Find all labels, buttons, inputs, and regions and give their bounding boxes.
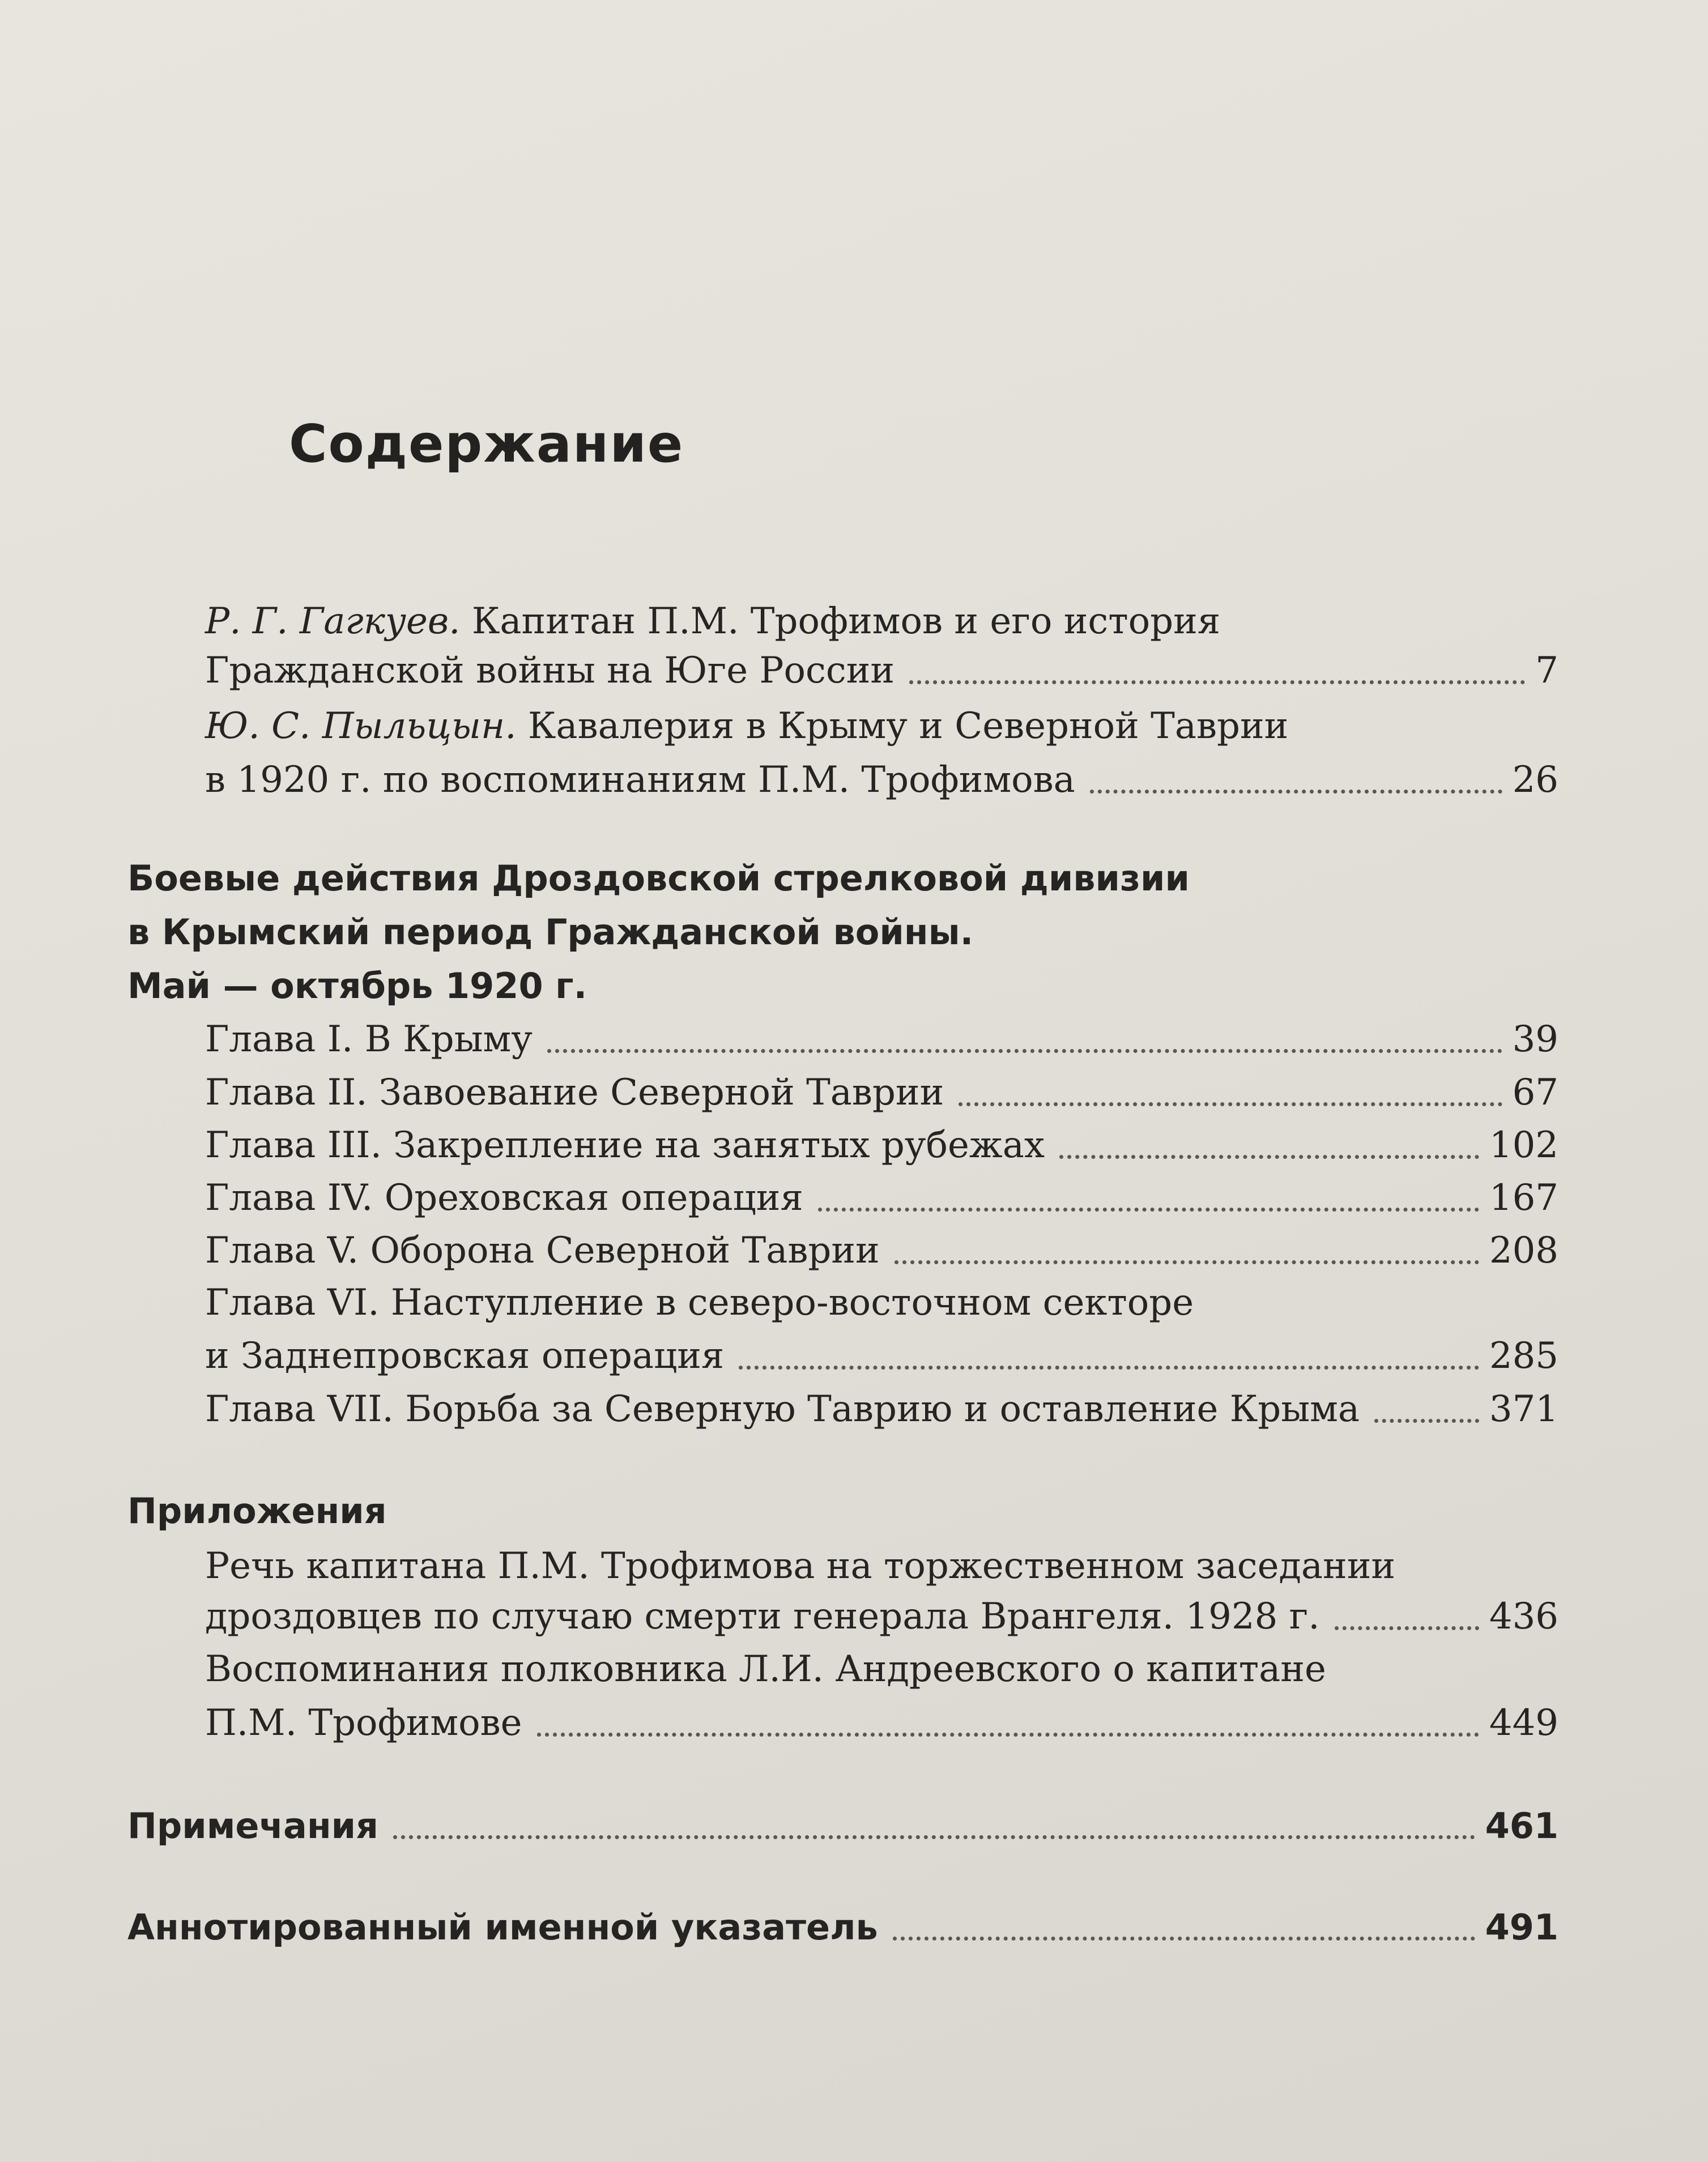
chapter-title: Глава IV. Ореховская операция [205, 1177, 803, 1219]
toc-entry-pyltsyn-line1 [205, 705, 1558, 747]
index-title: Аннотированный именной указатель [127, 1907, 878, 1948]
dot-leader [818, 1208, 1479, 1212]
entry-title: Кавалерия в Крыму и Северной Таврии [527, 705, 1289, 747]
toc-appendix-2-line1 [205, 1648, 1558, 1690]
toc-index [127, 1907, 1558, 1948]
page-number: 449 [1489, 1702, 1558, 1744]
appendices-heading-text: Приложения [127, 1490, 387, 1532]
dot-leader [393, 1835, 1475, 1839]
dot-leader [959, 1102, 1502, 1106]
page-number: 461 [1485, 1805, 1558, 1847]
appendices-heading [127, 1490, 1558, 1532]
toc-chapter-2 [205, 1072, 1558, 1114]
page-number: 102 [1489, 1124, 1558, 1166]
page-title: Содержание [289, 413, 684, 474]
part-heading-line2 [127, 911, 1558, 953]
notes-title: Примечания [127, 1805, 378, 1847]
toc-chapter-3 [205, 1124, 1558, 1166]
entry-author: Р. Г. Гагкуев. [205, 600, 461, 642]
dot-leader [1059, 1155, 1479, 1159]
dot-leader [739, 1366, 1479, 1370]
page-number: 26 [1512, 759, 1558, 801]
toc-chapter-5 [205, 1230, 1558, 1272]
part-heading-text: в Крымский период Гражданской войны. [127, 911, 974, 953]
entry-title: Капитан П.М. Трофимов и его история [471, 600, 1221, 642]
chapter-title: Глава V. Оборона Северной Таврии [205, 1230, 880, 1272]
toc-appendix-2-line2 [205, 1702, 1558, 1744]
appendix-title: П.М. Трофимове [205, 1702, 522, 1744]
chapter-title: и Заднепровская операция [205, 1335, 725, 1377]
appendix-title: дроздовцев по случаю смерти генерала Врангеля. 1928 г. [205, 1596, 1320, 1638]
page-number: 67 [1512, 1072, 1558, 1114]
page-number: 285 [1489, 1335, 1558, 1377]
page-number: 208 [1489, 1230, 1558, 1272]
page-number: 39 [1512, 1018, 1558, 1060]
chapter-title: Глава VI. Наступление в северо-восточном секторе [205, 1282, 1194, 1324]
dot-leader [895, 1260, 1479, 1264]
dot-leader [1335, 1626, 1479, 1630]
page-number: 436 [1489, 1596, 1558, 1638]
chapter-title: Глава VII. Борьба за Северную Таврию и оставление Крыма [205, 1388, 1360, 1430]
entry-title: в 1920 г. по воспоминаниям П.М. Трофимова [205, 759, 1075, 801]
toc-entry-pyltsyn-line2 [205, 759, 1558, 801]
entry-title: Гражданской войны на Юге России [205, 650, 895, 692]
toc-notes [127, 1805, 1558, 1847]
page-number: 371 [1489, 1388, 1558, 1430]
toc-appendix-1-line2 [205, 1596, 1558, 1638]
dot-leader [537, 1733, 1479, 1737]
page-number: 491 [1485, 1907, 1558, 1948]
chapter-title: Глава III. Закрепление на занятых рубежах [205, 1124, 1045, 1166]
toc-chapter-1 [205, 1018, 1558, 1060]
toc-appendix-1-line1 [205, 1545, 1558, 1587]
dot-leader [1374, 1419, 1479, 1423]
page-number: 7 [1535, 650, 1558, 692]
dot-leader [547, 1049, 1502, 1053]
dot-leader [893, 1937, 1475, 1941]
part-heading-text: Боевые действия Дроздовской стрелковой дивизии [127, 858, 1190, 899]
chapter-title: Глава I. В Крыму [205, 1018, 533, 1060]
part-heading-line1 [127, 858, 1558, 899]
toc-entry-gagkuev-line2 [205, 650, 1558, 692]
toc-chapter-6-line1 [205, 1282, 1558, 1324]
toc-chapter-7 [205, 1388, 1558, 1430]
part-heading-text: Май — октябрь 1920 г. [127, 965, 587, 1007]
chapter-title: Глава II. Завоевание Северной Таврии [205, 1072, 944, 1114]
entry-author: Ю. С. Пыльцын. [205, 705, 517, 747]
toc-chapter-4 [205, 1177, 1558, 1219]
dot-leader [909, 680, 1525, 684]
appendix-title: Воспоминания полковника Л.И. Андреевского о капитане [205, 1648, 1326, 1690]
toc-entry-gagkuev-line1 [205, 600, 1558, 642]
page-number: 167 [1489, 1177, 1558, 1219]
toc-chapter-6-line2 [205, 1335, 1558, 1377]
dot-leader [1090, 790, 1502, 794]
part-heading-line3 [127, 965, 1558, 1007]
appendix-title: Речь капитана П.М. Трофимова на торжественном заседании [205, 1545, 1396, 1587]
